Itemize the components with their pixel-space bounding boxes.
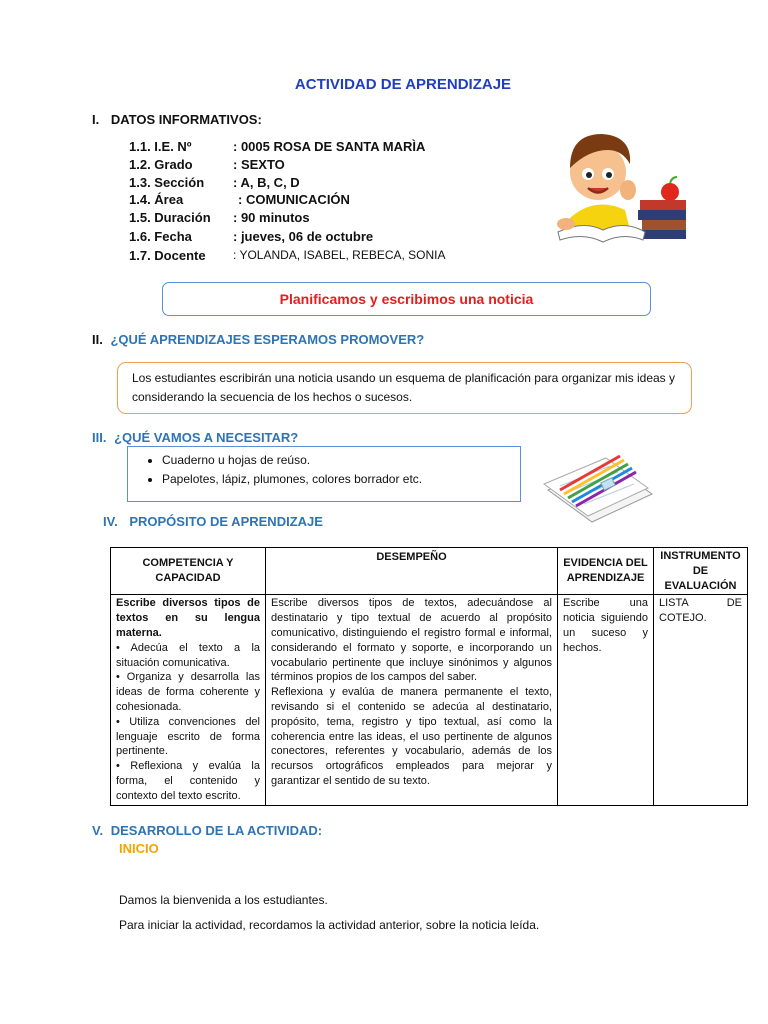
section-1-heading <box>92 112 262 127</box>
capacidad-item: • Reflexiona y evalúa la forma, el contenido y contexto del texto escrito. <box>116 760 260 802</box>
info-value: : A, B, C, D <box>233 175 300 190</box>
info-value: : SEXTO <box>233 157 285 172</box>
capacidad-item: • Utiliza convenciones del lenguaje escrito de forma pertinente. <box>116 715 260 758</box>
info-row-docente <box>129 248 446 263</box>
info-row-duracion <box>129 210 310 225</box>
header-evidencia: EVIDENCIA DEL APRENDIZAJE <box>558 548 654 595</box>
section-5-title: DESARROLLO DE LA ACTIVIDAD: <box>110 823 323 838</box>
materials-item: • Cuaderno u hojas de reúso. <box>162 451 506 470</box>
notebook-pencils-illustration <box>540 450 658 524</box>
info-row-fecha <box>129 229 374 244</box>
info-label: 1.3. Sección <box>129 175 205 190</box>
competencia-title: Escribe diversos tipos de textos en su lengua materna. <box>116 597 260 639</box>
section-4-number: IV. <box>103 514 118 529</box>
info-row-grado <box>129 157 285 172</box>
desempeno-paragraph: Escribe diversos tipos de textos, adecuándose al destinatario y tipo textual de acuerdo al propósito comunicativo, distinguiendo el registro formal e informal, considerando el formato y soporte, e incorporando un vocabulario pertinente que incluye sinónimos y algunos términos propios de los campos del saber. <box>271 597 552 684</box>
section-1-title: DATOS INFORMATIVOS: <box>110 112 262 127</box>
learning-goals-box <box>117 362 692 414</box>
cell-evidencia: Escribe una noticia siguiendo un suceso y hechos. <box>558 595 654 805</box>
info-value: : YOLANDA, ISABEL, REBECA, SONIA <box>233 248 446 262</box>
capacidad-item: • Organiza y desarrolla las ideas de forma coherente y cohesionada. <box>116 671 260 713</box>
page-title: ACTIVIDAD DE APRENDIZAJE <box>294 76 512 93</box>
info-value: : 0005 ROSA DE SANTA MARÌA <box>233 139 426 154</box>
purpose-table <box>110 547 748 806</box>
info-row-seccion <box>129 175 300 190</box>
section-4-heading <box>103 514 323 529</box>
info-label: 1.5. Duración <box>129 210 211 225</box>
table-row <box>111 595 748 805</box>
paragraph-intro: Para iniciar la actividad, recordamos la actividad anterior, sobre la noticia leída. <box>119 918 540 932</box>
table-header-row <box>111 548 748 595</box>
section-2-heading <box>92 332 424 347</box>
section-2-title: ¿QUÉ APRENDIZAJES ESPERAMOS PROMOVER? <box>110 332 425 347</box>
materials-list <box>142 451 506 489</box>
section-5-heading <box>92 823 322 838</box>
info-value: : jueves, 06 de octubre <box>233 229 374 244</box>
info-label: 1.2. Grado <box>129 157 193 172</box>
info-row-area <box>129 192 350 207</box>
info-label: 1.1. I.E. Nº <box>129 139 192 154</box>
info-label: 1.4. Área <box>129 192 184 207</box>
cell-instrumento: LISTA DE COTEJO. <box>654 595 748 805</box>
header-competencia: COMPETENCIA Y CAPACIDAD <box>111 548 266 595</box>
section-2-number: II. <box>92 332 103 347</box>
section-3-title: ¿QUÉ VAMOS A NECESITAR? <box>114 430 299 445</box>
learning-goals-text: Los estudiantes escribirán una noticia usando un esquema de planificación para organizar mis ideas y considerando la secuencia de los hechos o sucesos. <box>132 371 675 404</box>
header-instrumento: INSTRUMENTO DE EVALUACIÓN <box>654 548 748 595</box>
header-desempeno: DESEMPEÑO <box>266 548 558 595</box>
materials-box <box>127 446 521 502</box>
capacidad-item: • Adecúa el texto a la situación comunicativa. <box>116 641 260 669</box>
info-value: : COMUNICACIÓN <box>238 192 350 207</box>
info-row-ie <box>129 139 426 154</box>
student-reading-illustration <box>548 128 688 246</box>
banner-text: Planificamos y escribimos una noticia <box>279 291 534 307</box>
section-5-number: V. <box>92 823 104 838</box>
section-3-number: III. <box>92 430 107 445</box>
materials-item: • Papelotes, lápiz, plumones, colores borrador etc. <box>162 470 506 489</box>
inicio-subheading: INICIO <box>119 841 159 856</box>
info-label: 1.6. Fecha <box>129 229 192 244</box>
cell-desempeno <box>266 595 558 805</box>
paragraph-welcome: Damos la bienvenida a los estudiantes. <box>119 893 328 907</box>
section-3-heading <box>92 430 298 445</box>
info-value: : 90 minutos <box>233 210 310 225</box>
section-4-title: PROPÓSITO DE APRENDIZAJE <box>129 514 323 529</box>
activity-title-banner <box>162 282 651 316</box>
cell-competencia <box>111 595 266 805</box>
section-1-number: I. <box>92 112 100 127</box>
info-label: 1.7. Docente <box>129 248 206 263</box>
desempeno-paragraph: Reflexiona y evalúa de manera permanente el texto, revisando si el contenido se adecúa al destinatario, propósito, tema, registro y tipo textual, así como la coherencia entre las ideas, el uso pertinente de algunos conectores, referentes y vocabulario, además de los recursos ortográficos empleados para mejorar y garantizar el sentido de su texto. <box>271 686 552 787</box>
